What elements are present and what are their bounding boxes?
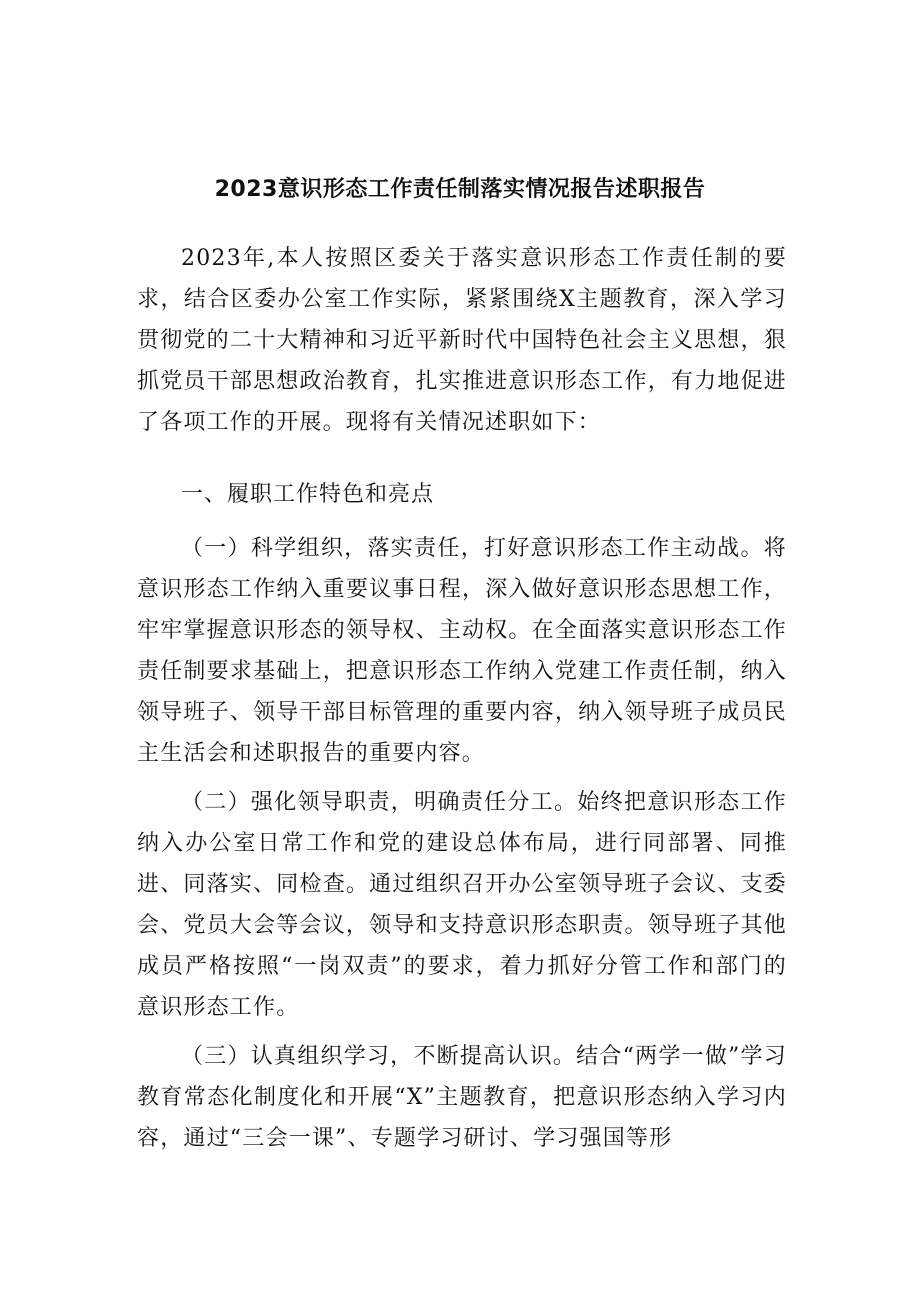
paragraph-section-2: （二）强化领导职责，明确责任分工。始终把意识形态工作纳入办公室日常工作和党的建设总体布局，进行同部署、同推进、同落实、同检查。通过组织召开办公室领导班子会议、支委会、党员大会等会议，领导和支持意识形态职责。领导班子其他成员严格按照“一岗双责”的要求，着力抓好分管工作和部门的意识形态工作。	[137, 790, 787, 1020]
intro-paragraph: 2023年,本人按照区委关于落实意识形态工作责任制的要求，结合区委办公室工作实际，紧紧围绕X主题教育，深入学习贯彻党的二十大精神和习近平新时代中国特色社会主义思想，狠抓党员干部思想政治教育，扎实推进意识形态工作，有力地促进了各项工作的开展。现将有关情况述职如下：	[137, 246, 787, 435]
paragraph-section-1: （一）科学组织，落实责任，打好意识形态工作主动战。将意识形态工作纳入重要议事日程，深入做好意识形态思想工作，牢牢掌握意识形态的领导权、主动权。在全面落实意识形态工作责任制要求基础上，把意识形态工作纳入党建工作责任制，纳入领导班子、领导干部目标管理的重要内容，纳入领导班子成员民主生活会和述职报告的重要内容。	[137, 536, 787, 766]
section-heading-1: 一、履职工作特色和亮点	[181, 482, 435, 507]
document-title: 2023意识形态工作责任制落实情况报告述职报告	[214, 177, 706, 202]
paragraph-section-3: （三）认真组织学习，不断提高认识。结合“两学一做”学习教育常态化制度化和开展“X”主题教育，把意识形态纳入学习内容，通过“三会一课”、专题学习研讨、学习强国等形	[137, 1044, 787, 1151]
